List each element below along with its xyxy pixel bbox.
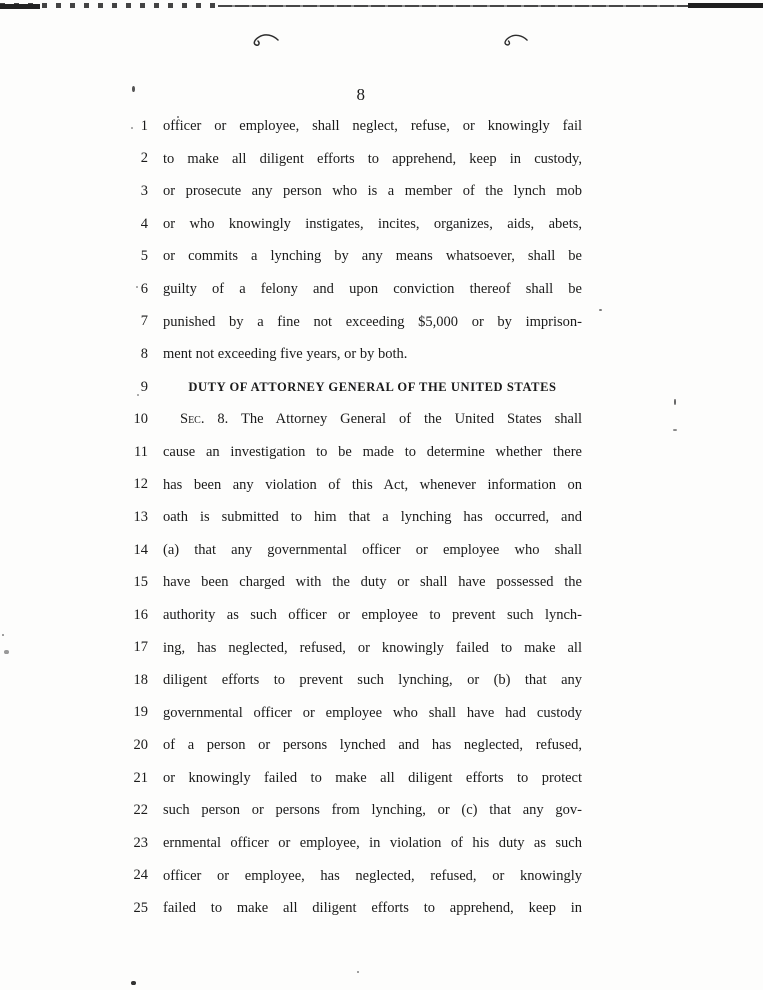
document-line	[0, 240, 763, 273]
page-number: 8	[356, 85, 366, 104]
document-line	[0, 729, 763, 762]
document-line	[0, 664, 763, 697]
document-line	[0, 306, 763, 339]
line-text: authority as such officer or employee to prevent such lynch-	[163, 606, 582, 623]
line-number: 22	[133, 802, 148, 819]
line-text: officer or employee, has neglected, refused, or knowingly	[163, 867, 582, 884]
line-number: 18	[133, 671, 148, 688]
line-number: 23	[133, 834, 148, 851]
line-text: or prosecute any person who is a member of the lynch mob	[163, 183, 582, 200]
line-number: 3	[140, 182, 148, 199]
document-line	[0, 599, 763, 632]
line-text: officer or employee, shall neglect, refuse, or knowingly fail	[163, 118, 582, 134]
document-line	[0, 469, 763, 502]
document-line	[0, 371, 763, 404]
document-line	[0, 403, 763, 436]
line-text: cause an investigation to be made to determine whether there	[163, 443, 582, 460]
document-line	[0, 892, 763, 925]
document-line	[0, 436, 763, 469]
line-text: governmental officer or employee who shall have had custody	[163, 704, 582, 721]
document-line	[0, 501, 763, 534]
line-number: 1	[140, 117, 148, 134]
line-number: 13	[133, 508, 148, 525]
line-number: 9	[140, 378, 148, 395]
line-number: 19	[133, 704, 148, 721]
line-text: ing, has neglected, refused, or knowingly failed to make all	[163, 639, 582, 656]
line-number: 15	[133, 574, 148, 591]
line-number: 6	[140, 280, 148, 297]
line-number: 17	[133, 639, 148, 656]
document-line	[0, 208, 763, 241]
document-line	[0, 697, 763, 730]
scan-speck	[357, 971, 359, 973]
document-line	[0, 110, 763, 143]
document-line	[0, 860, 763, 893]
line-text: has been any violation of this Act, whenever information on	[163, 476, 582, 493]
line-text: or knowingly failed to make all diligent efforts to protect	[163, 769, 582, 786]
line-text: oath is submitted to him that a lynching has occurred, and	[163, 509, 582, 526]
line-number: 8	[140, 345, 148, 362]
line-text-rest: 8. The Attorney General of the United States shall	[217, 411, 582, 428]
document-line	[0, 338, 763, 371]
document-line	[0, 827, 763, 860]
line-number: 25	[133, 900, 148, 917]
line-text: punished by a fine not exceeding $5,000 or by imprison-	[163, 313, 582, 330]
document-line	[0, 762, 763, 795]
line-number: 7	[140, 313, 148, 330]
line-text: failed to make all diligent efforts to apprehend, keep in	[163, 900, 582, 917]
line-number: 2	[140, 150, 148, 167]
line-text: or commits a lynching by any means whatsoever, shall be	[163, 248, 582, 265]
line-text	[163, 403, 582, 436]
line-number: 24	[133, 867, 148, 884]
line-number: 12	[133, 476, 148, 493]
document-line	[0, 273, 763, 306]
section-label: Sec.	[180, 411, 205, 428]
document-line	[0, 534, 763, 567]
line-text: to make all diligent efforts to apprehend, keep in custody,	[163, 150, 582, 167]
scan-artifact-top-line	[218, 5, 763, 7]
document-line	[0, 794, 763, 827]
document-line	[0, 566, 763, 599]
line-text: ernmental officer or employee, in violation of his duty as such	[163, 835, 582, 852]
scan-artifact-left-blob	[0, 4, 40, 9]
pen-mark-icon	[501, 33, 529, 50]
scan-artifact-right-blob	[688, 3, 763, 8]
line-number: 11	[134, 443, 148, 460]
line-number: 16	[133, 606, 148, 623]
line-text: diligent efforts to prevent such lynching, or (b) that any	[163, 672, 582, 689]
line-text: DUTY OF ATTORNEY GENERAL OF THE UNITED STATES	[188, 379, 557, 394]
line-text: or who knowingly instigates, incites, organizes, aids, abets,	[163, 215, 582, 232]
line-text: have been charged with the duty or shall have possessed the	[163, 574, 582, 591]
line-number: 4	[140, 215, 148, 232]
line-number: 20	[133, 737, 148, 754]
pen-mark-icon	[250, 32, 280, 50]
document-line	[0, 143, 763, 176]
line-text: ment not exceeding five years, or by both.	[163, 346, 408, 363]
line-number: 14	[133, 541, 148, 558]
document-line	[0, 632, 763, 665]
line-number: 10	[133, 411, 148, 428]
line-number: 5	[140, 248, 148, 265]
document-lines	[0, 110, 763, 925]
line-text: such person or persons from lynching, or (c) that any gov-	[163, 802, 582, 819]
document-line	[0, 175, 763, 208]
line-number: 21	[133, 769, 148, 786]
line-text: of a person or persons lynched and has neglected, refused,	[163, 737, 582, 754]
scan-speck	[131, 981, 136, 985]
line-text: guilty of a felony and upon conviction thereof shall be	[163, 280, 582, 297]
line-text: (a) that any governmental officer or employee who shall	[163, 541, 582, 558]
